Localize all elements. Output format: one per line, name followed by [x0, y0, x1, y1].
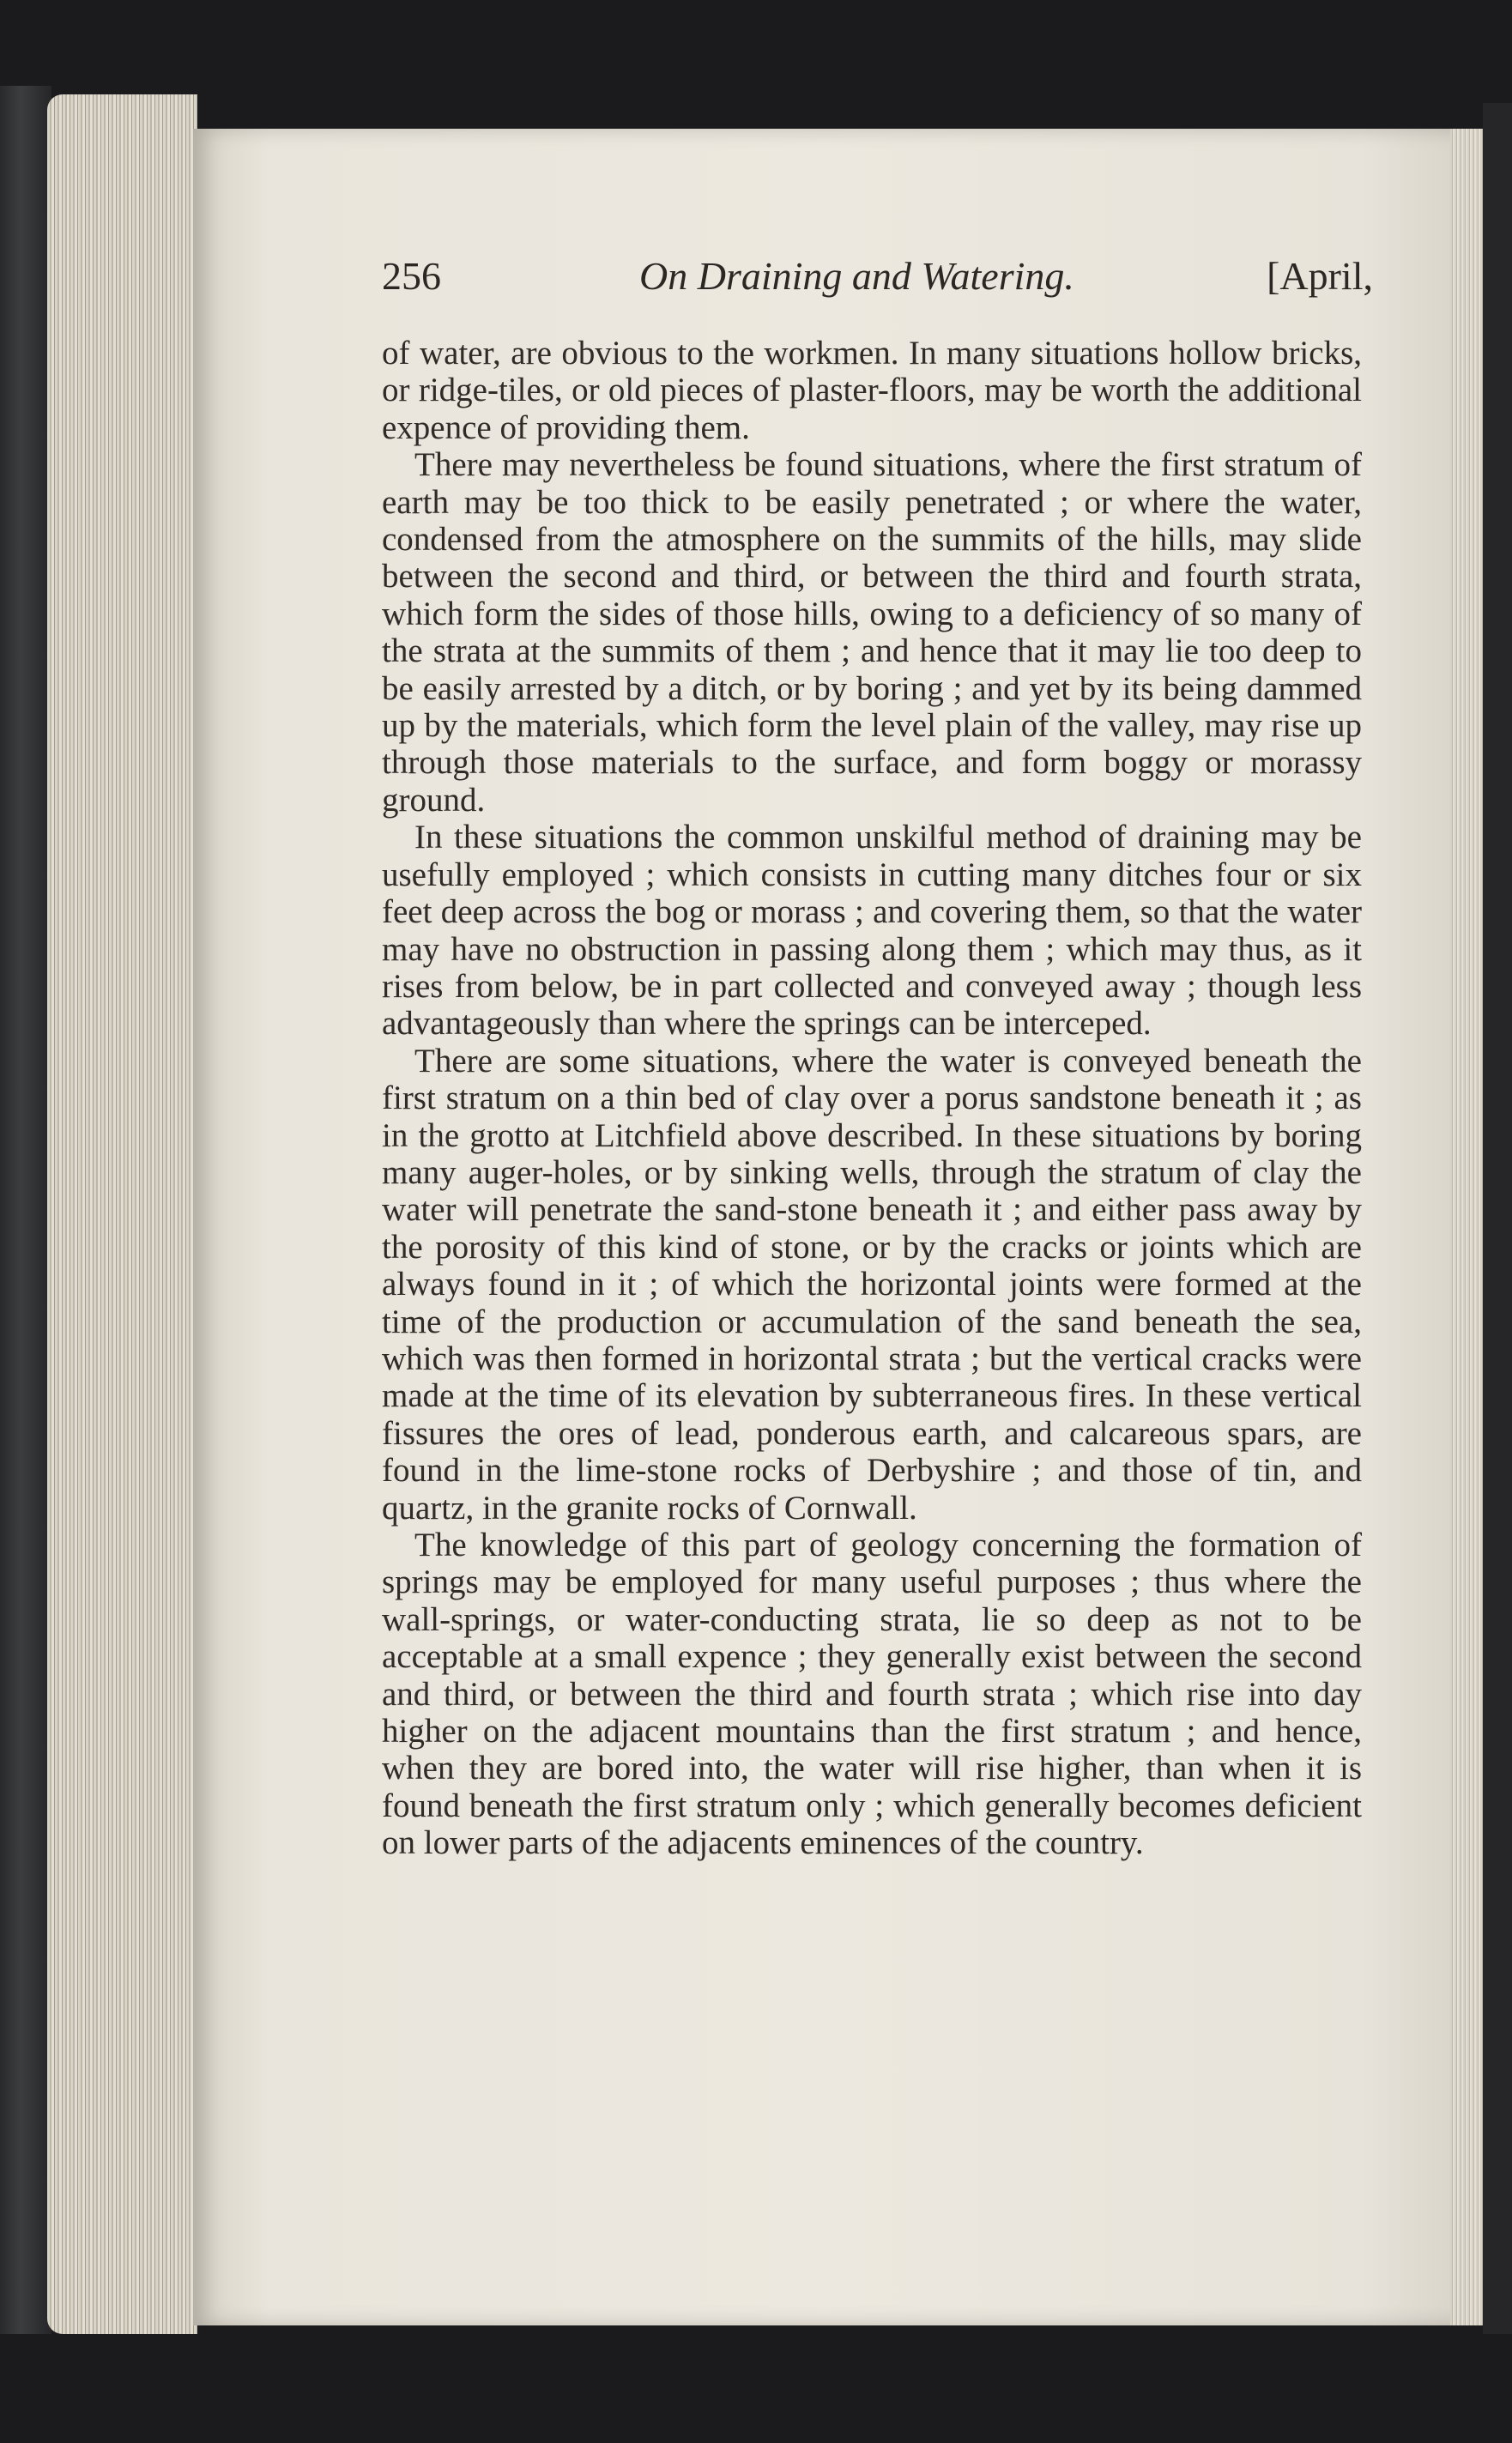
running-title: On Draining and Watering.: [639, 254, 1074, 298]
body-text: [382, 335, 1362, 1862]
book-cover-right: [1483, 103, 1512, 2334]
paragraph: There are some situations, where the water is conveyed beneath the first stratum on a thin bed of clay over a porus sandstone beneath it ; as in the grotto at Litchfield above described. In these situations by boring many auger-holes, or by sinking wells, through the stratum of clay the water will penetrate the sand-stone beneath it ; and either pass away by the porosity of this kind of stone, or by the cracks or joints which are always found in it ; of which the horizontal joints were formed at the time of the production or accumulation of the sand beneath the sea, which was then formed in horizontal strata ; but the vertical cracks were made at the time of its elevation by subterraneous fires. In these vertical fissures the ores of lead, ponderous earth, and calcareous spars, are found in the lime-stone rocks of Derbyshire ; and those of tin, and quartz, in the granite rocks of Cornwall.: [382, 1042, 1362, 1527]
paragraph: There may nevertheless be found situations, where the first stratum of earth may be too thick to be easily penetrated ; or where the water, condensed from the atmosphere on the summits of the hills, may slide between the second and third, or between the third and fourth strata, which form the sides of those hills, owing to a deficiency of so many of the strata at the summits of them ; and hence that it may lie too deep to be easily arrested by a ditch, or by boring ; and yet by its being dammed up by the materials, which form the level plain of the valley, may rise up through those materials to the surface, and form boggy or morassy ground.: [382, 446, 1362, 819]
running-date: [April,: [1267, 254, 1373, 298]
page-number: 256: [382, 254, 441, 298]
running-header: [382, 253, 1373, 313]
book-cover-left: [0, 86, 51, 2334]
paragraph: In these situations the common unskilful method of draining may be usefully employed ; which consists in cutting many ditches four or six feet deep across the bog or morass ; and covering them, so that the water may have no obstruction in passing along them ; which may thus, as it rises from below, be in part collected and conveyed away ; though less advantageously than where the springs can be interceped.: [382, 819, 1362, 1043]
page-edges-left: [47, 94, 197, 2334]
paragraph: of water, are obvious to the workmen. In many situations hollow bricks, or ridge-tiles, or old pieces of plaster-floors, may be worth the additional expence of providing them.: [382, 335, 1362, 446]
paragraph: The knowledge of this part of geology concerning the formation of springs may be employed for many useful purposes ; thus where the wall-springs, or water-conducting strata, lie so deep as not to be acceptable at a small expence ; they generally exist between the second and third, or between the third and fourth strata ; which rise into day higher on the adjacent mountains than the first stratum ; and hence, when they are bored into, the water will rise higher, than when it is found beneath the first stratum only ; which generally becomes deficient on lower parts of the adjacents eminences of the country.: [382, 1527, 1362, 1862]
page-edges-right: [1450, 129, 1485, 2325]
